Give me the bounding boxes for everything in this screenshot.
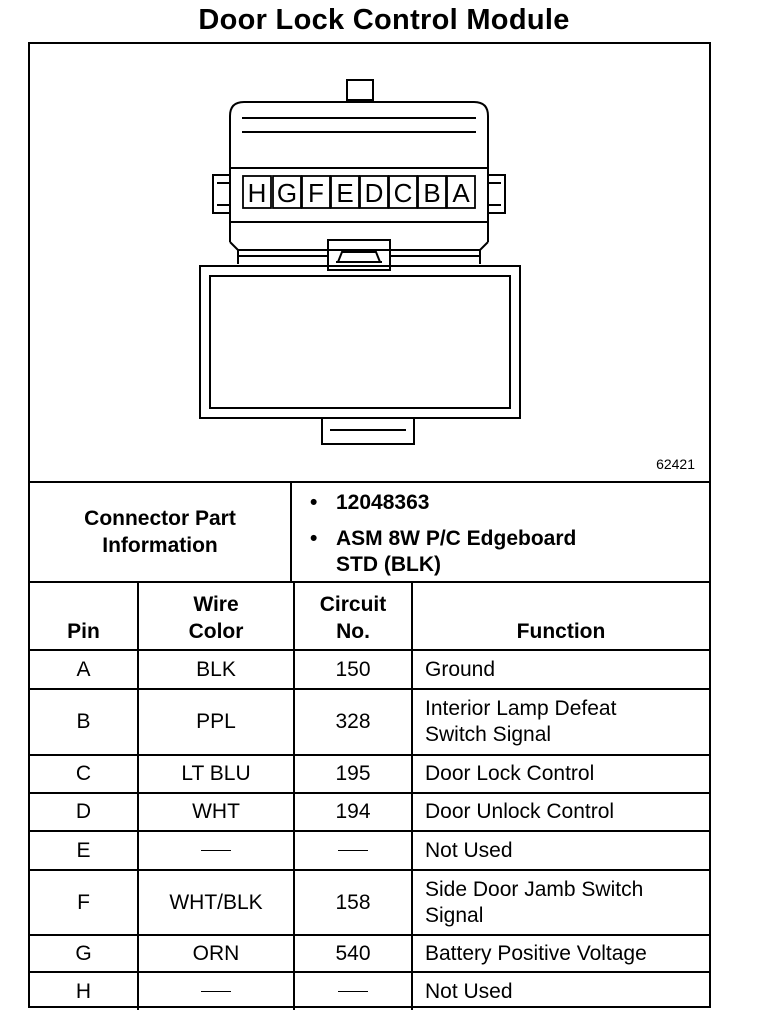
cell-circuit: 150 xyxy=(294,650,412,689)
connector-info-label-line2: Information xyxy=(102,534,218,557)
cell-pin: B xyxy=(30,689,138,755)
table-row xyxy=(30,831,709,870)
pin-table xyxy=(30,583,709,1010)
cell-circuit xyxy=(294,831,412,870)
part-number-item xyxy=(310,489,430,517)
connector-drawing xyxy=(30,44,709,481)
pin-label-d: D xyxy=(364,178,384,208)
cell-circuit: 195 xyxy=(294,755,412,793)
cell-pin: C xyxy=(30,755,138,793)
cell-circuit: 194 xyxy=(294,793,412,831)
cell-wire-color: LT BLU xyxy=(138,755,294,793)
table-header-row xyxy=(30,583,709,650)
cell-circuit: 328 xyxy=(294,689,412,755)
connector-body xyxy=(200,266,520,418)
cell-function: Door Unlock Control xyxy=(412,793,709,831)
description-line2: STD (BLK) xyxy=(336,553,441,576)
cell-wire-color: PPL xyxy=(138,689,294,755)
pin-label-c: C xyxy=(393,178,413,208)
header-circuit-no: Circuit No. xyxy=(294,583,412,650)
cell-function: Interior Lamp Defeat Switch Signal xyxy=(412,689,709,755)
description-item xyxy=(310,525,577,553)
table-row xyxy=(30,870,709,935)
table-row xyxy=(30,650,709,689)
cell-pin: H xyxy=(30,972,138,1010)
table-row xyxy=(30,793,709,831)
top-tab xyxy=(347,80,373,100)
connector-part-information xyxy=(30,481,709,583)
cell-function: Ground xyxy=(412,650,709,689)
cell-pin: A xyxy=(30,650,138,689)
cell-wire-color xyxy=(138,972,294,1010)
cell-function: Side Door Jamb Switch Signal xyxy=(412,870,709,935)
pin-label-h: H xyxy=(247,178,267,208)
cell-wire-color xyxy=(138,831,294,870)
table-row xyxy=(30,755,709,793)
table-row xyxy=(30,689,709,755)
cell-circuit xyxy=(294,972,412,1010)
connector-diagram xyxy=(30,44,709,481)
cell-function: Battery Positive Voltage xyxy=(412,935,709,972)
header-pin: Pin xyxy=(30,583,138,650)
empty-dash xyxy=(338,991,368,992)
figure-number: 62421 xyxy=(656,456,695,472)
connector-info-list xyxy=(292,483,709,581)
pin-label-f: F xyxy=(308,178,324,208)
table-row xyxy=(30,935,709,972)
pin-label-b: B xyxy=(423,178,441,208)
cell-wire-color: ORN xyxy=(138,935,294,972)
cell-pin: E xyxy=(30,831,138,870)
pin-label-g: G xyxy=(276,178,298,208)
cell-wire-color: BLK xyxy=(138,650,294,689)
empty-dash xyxy=(338,850,368,851)
upper-housing xyxy=(230,102,488,168)
bullet-icon: • xyxy=(310,527,318,550)
cell-circuit: 540 xyxy=(294,935,412,972)
cell-pin: D xyxy=(30,793,138,831)
pin-label-e: E xyxy=(336,178,354,208)
connector-sheet xyxy=(28,42,711,1008)
description-line1: ASM 8W P/C Edgeboard xyxy=(336,527,577,550)
cell-function: Not Used xyxy=(412,972,709,1010)
cell-circuit: 158 xyxy=(294,870,412,935)
pin-label-a: A xyxy=(452,178,470,208)
cell-pin: G xyxy=(30,935,138,972)
header-function: Function xyxy=(412,583,709,650)
cell-function: Door Lock Control xyxy=(412,755,709,793)
empty-dash xyxy=(201,850,231,851)
cell-wire-color: WHT/BLK xyxy=(138,870,294,935)
cell-pin: F xyxy=(30,870,138,935)
empty-dash xyxy=(201,991,231,992)
table-row xyxy=(30,972,709,1010)
connector-info-label-line1: Connector Part xyxy=(84,507,236,530)
page-title: Door Lock Control Module xyxy=(198,4,570,36)
cell-function: Not Used xyxy=(412,831,709,870)
description-item-continued xyxy=(336,551,441,579)
cell-wire-color: WHT xyxy=(138,793,294,831)
bullet-icon: • xyxy=(310,491,318,514)
connector-info-label xyxy=(30,483,292,581)
header-wire-color: Wire Color xyxy=(138,583,294,650)
part-number: 12048363 xyxy=(336,491,430,514)
